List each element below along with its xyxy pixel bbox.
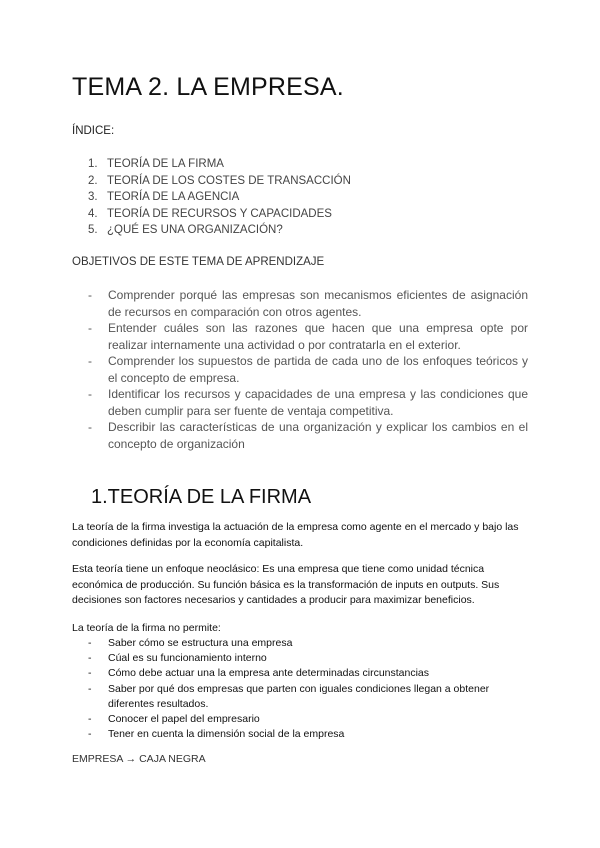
index-item: 5. ¿QUÉ ES UNA ORGANIZACIÓN? — [88, 224, 283, 236]
no-permite-item: - Saber por qué dos empresas que parten con iguales condiciones llegan a obtener diferentes resultados. — [88, 682, 490, 710]
objective-item: - Entender cuáles son las razones que hacen que una empresa opte por realizar internamente una actividad o por contratarla en el exterior. — [88, 321, 528, 352]
objective-item: - Comprender los supuestos de partida de cada uno de los enfoques teóricos y el concepto de empresa. — [88, 354, 528, 385]
dash-bullet: - — [88, 713, 92, 726]
no-permite-item: - Conocer el papel del empresario — [88, 712, 528, 727]
paragraph-intro: La teoría de la firma investiga la actuación de la empresa como agente en el mercado y bajo las condiciones definidas por la economía capitalista. — [72, 521, 519, 549]
objective-item: - Comprender porqué las empresas son mecanismos eficientes de asignación de recursos en comparación con otros agentes. — [88, 288, 528, 319]
index-label: ÍNDICE: — [72, 125, 115, 137]
dash-bullet: - — [88, 354, 92, 368]
no-permite-item: - Saber cómo se estructura una empresa — [88, 636, 528, 651]
index-list — [88, 156, 351, 239]
empresa-caja-negra: EMPRESA → CAJA NEGRA — [72, 753, 206, 765]
objectives-label: OBJETIVOS DE ESTE TEMA DE APRENDIZAJE — [72, 256, 325, 268]
index-item: 1. TEORÍA DE LA FIRMA — [88, 158, 224, 170]
dash-bullet: - — [88, 728, 92, 741]
index-item: 4. TEORÍA DE RECURSOS Y CAPACIDADES — [88, 207, 332, 220]
no-permite-list — [88, 636, 528, 742]
objective-item: - Identificar los recursos y capacidades de una empresa y las condiciones que deben cumplir para ser fuente de ventaja competitiva. — [88, 387, 528, 418]
no-permite-item: - Cúal es su funcionamiento interno — [88, 651, 528, 666]
index-item: 3. TEORÍA DE LA AGENCIA — [88, 191, 240, 203]
dash-bullet: - — [88, 288, 92, 302]
no-permite-item: - Cómo debe actuar una la empresa ante determinadas circunstancias — [88, 666, 528, 681]
section-heading: 1.TEORÍA DE LA FIRMA — [91, 486, 312, 508]
dash-bullet: - — [88, 652, 92, 665]
dash-bullet: - — [88, 420, 92, 434]
page-title: TEMA 2. LA EMPRESA. — [72, 73, 344, 101]
paragraph-neoclassic: Esta teoría tiene un enfoque neoclásico: Es una empresa que tiene como unidad técnica económica de producción. Su función básica es la transformación de inputs en outputs. Sus decisiones son factores necesarios y cantidades a producir para maximizar beneficios. — [72, 563, 500, 606]
objectives-list — [88, 287, 528, 452]
paragraph-no-permite: La teoría de la firma no permite: — [72, 622, 221, 634]
dash-bullet: - — [88, 682, 92, 695]
dash-bullet: - — [88, 387, 92, 401]
no-permite-item: - Tener en cuenta la dimensión social de la empresa — [88, 727, 528, 742]
dash-bullet: - — [88, 637, 92, 649]
objective-item: - Describir las características de una organización y explicar los cambios en el concepto de organización — [88, 420, 528, 451]
index-item: 2. TEORÍA DE LOS COSTES DE TRANSACCIÓN — [88, 174, 351, 187]
dash-bullet: - — [88, 667, 92, 680]
dash-bullet: - — [88, 321, 92, 335]
